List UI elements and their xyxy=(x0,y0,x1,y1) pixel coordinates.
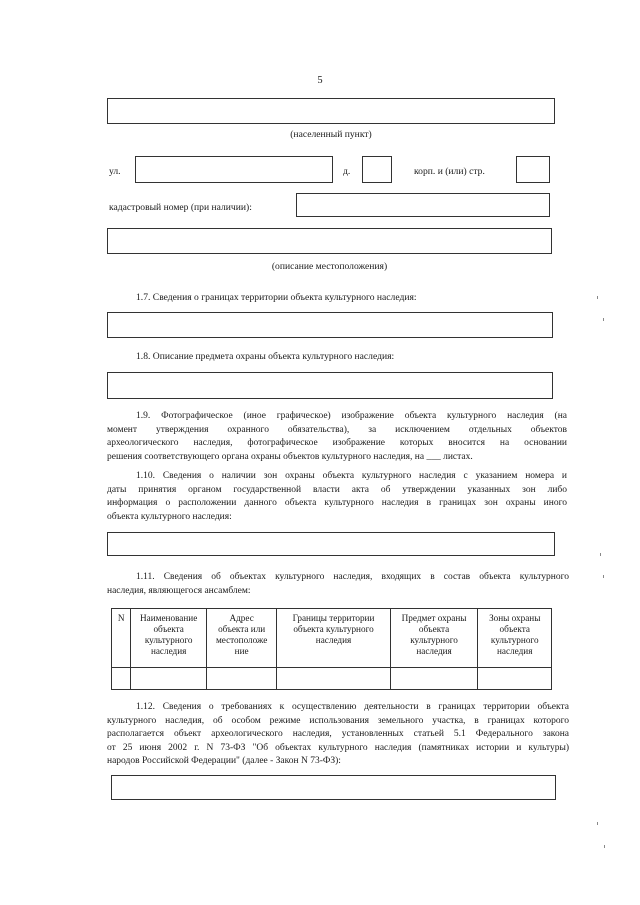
section-1-10-field[interactable] xyxy=(107,532,555,556)
scan-speck xyxy=(600,553,601,556)
table-cell[interactable] xyxy=(478,667,552,689)
location-field[interactable] xyxy=(107,228,552,254)
ensemble-table-header-row xyxy=(112,609,552,668)
ensemble-header-zones: Зоны охраны объекта культурного наследия xyxy=(478,609,552,668)
ensemble-header-n: N xyxy=(112,609,131,668)
ensemble-header-address: Адрес объекта или местоположе ние xyxy=(206,609,276,668)
table-row xyxy=(112,667,552,689)
street-field[interactable] xyxy=(135,156,333,183)
locality-caption: (населенный пункт) xyxy=(290,129,372,140)
house-label: д. xyxy=(343,166,351,177)
table-cell[interactable] xyxy=(112,667,131,689)
ensemble-header-subject: Предмет охраны объекта культурного наследия xyxy=(390,609,478,668)
ensemble-header-boundaries: Границы территории объекта культурного наследия xyxy=(277,609,390,668)
table-cell[interactable] xyxy=(206,667,276,689)
scan-speck xyxy=(603,318,604,321)
table-cell[interactable] xyxy=(277,667,390,689)
building-field[interactable] xyxy=(516,156,550,183)
section-1-12-text: 1.12. Сведения о требованиях к осуществлению деятельности в границах территории объекта культурного наследия, об особом режиме использования земельного участка, в границах которого располагается объект археологического наследия, установленных статьей 5.1 Федерального закона от 25 июня 2002 г. N 73-ФЗ "Об объектах культурного наследия (памятниках истории и культуры) народов Российской Федерации" (далее - Закон N 73-ФЗ): xyxy=(107,702,569,767)
section-1-8-field[interactable] xyxy=(107,372,553,399)
scan-speck xyxy=(604,845,605,848)
section-1-7-label: 1.7. Сведения о границах территории объекта культурного наследия: xyxy=(136,292,417,303)
section-1-9-text: 1.9. Фотографическое (иное графическое) изображение объекта культурного наследия (на момент утверждения охранного обязательства), за исключением отдельных объектов археологического наследия, фотографическое изображение которых вносится на основании решения соответствующего органа охраны объектов культурного наследия, на ___ листах. xyxy=(107,411,567,462)
locality-field[interactable] xyxy=(107,98,555,124)
building-label: корп. и (или) стр. xyxy=(414,166,485,177)
section-1-7-field[interactable] xyxy=(107,312,553,338)
scan-speck xyxy=(597,822,598,825)
table-cell[interactable] xyxy=(390,667,478,689)
scan-speck xyxy=(603,575,604,578)
section-1-8-label: 1.8. Описание предмета охраны объекта культурного наследия: xyxy=(136,351,395,362)
location-caption: (описание местоположения) xyxy=(271,261,388,272)
house-field[interactable] xyxy=(362,156,392,183)
ensemble-table xyxy=(111,608,552,690)
page-number: 5 xyxy=(317,75,323,86)
street-label: ул. xyxy=(109,166,121,177)
section-1-12-field[interactable] xyxy=(111,775,556,800)
scan-speck xyxy=(597,296,598,299)
ensemble-header-name: Наименование объекта культурного наследия xyxy=(131,609,207,668)
table-cell[interactable] xyxy=(131,667,207,689)
section-1-11-text: 1.11. Сведения об объектах культурного наследия, входящих в состав объекта культурного наследия, являющегося ансамблем: xyxy=(107,572,569,596)
cadastral-label: кадастровый номер (при наличии): xyxy=(109,202,252,213)
cadastral-field[interactable] xyxy=(296,193,550,217)
section-1-10-text: 1.10. Сведения о наличии зон охраны объекта культурного наследия с указанием номера и даты принятия органом государственной власти акта об утверждении указанных зон либо информация о расположении данного объекта культурного наследия в границах зон охраны иного объекта культурного наследия: xyxy=(107,471,567,522)
